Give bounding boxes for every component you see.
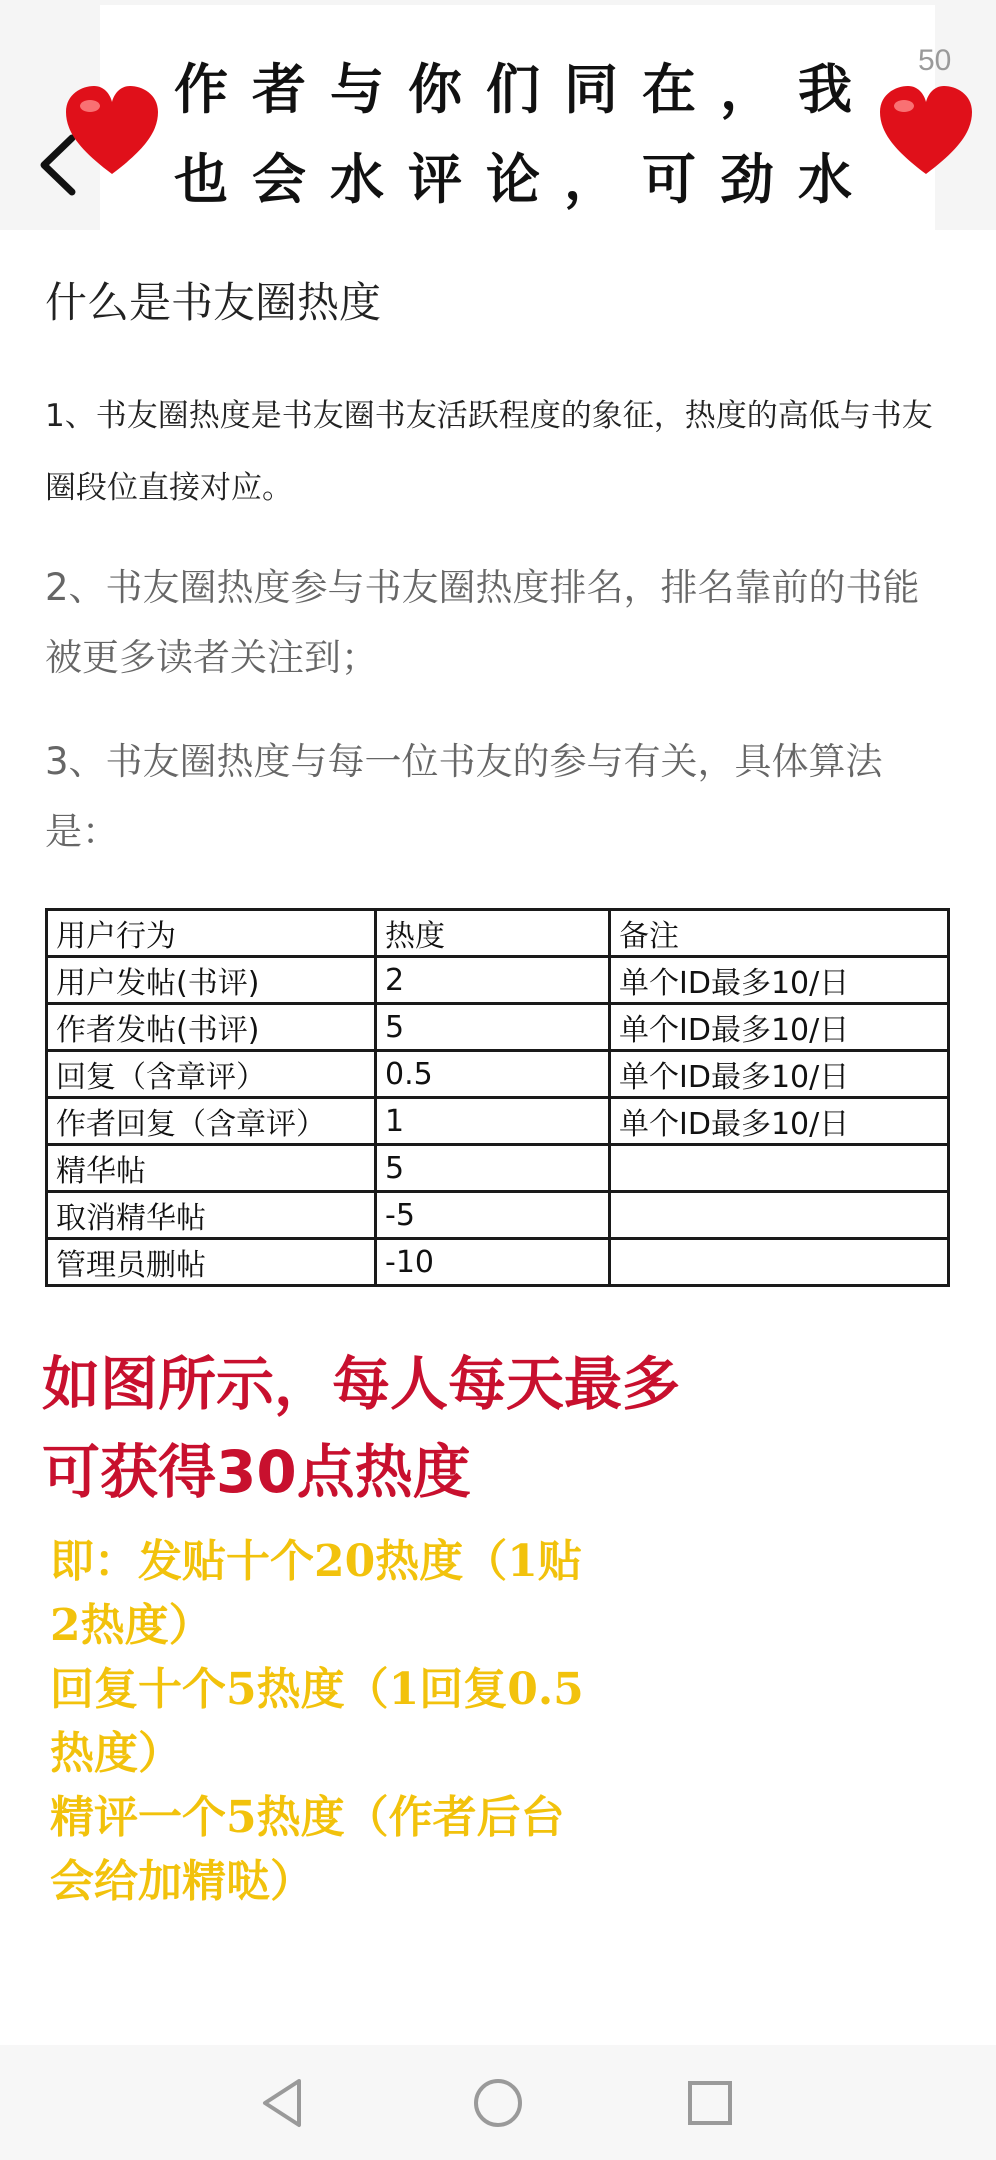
red-note-line-1: 如图所示，每人每天最多 xyxy=(42,1350,681,1418)
paragraph-2: 2、书友圈热度参与书友圈热度排名，排名靠前的书能被更多读者关注到； xyxy=(45,566,920,679)
yellow-note-line-3: 回复十个5热度（1回复0.5 xyxy=(50,1664,584,1715)
table-header-cell: 用户行为 xyxy=(47,910,376,957)
table-cell xyxy=(610,1239,949,1286)
heart-icon xyxy=(62,82,162,182)
table-cell: 单个ID最多10/日 xyxy=(610,1004,949,1051)
table-row xyxy=(47,1145,949,1192)
table-cell: 单个ID最多10/日 xyxy=(610,1098,949,1145)
yellow-highlight-note xyxy=(50,1530,670,1914)
table-cell xyxy=(610,1192,949,1239)
table-row xyxy=(47,1051,949,1098)
table-cell: 精华帖 xyxy=(47,1145,376,1192)
table-cell: 取消精华帖 xyxy=(47,1192,376,1239)
heat-rules-table xyxy=(45,908,950,1287)
banner-text-line-1: 作者与你们同在，我 xyxy=(174,57,876,121)
page-count: 50 xyxy=(918,44,952,77)
table-cell: 作者回复（含章评） xyxy=(47,1098,376,1145)
table-cell: 管理员删帖 xyxy=(47,1239,376,1286)
yellow-note-line-6: 会给加精哒） xyxy=(50,1856,314,1907)
table-cell xyxy=(610,1145,949,1192)
table-row xyxy=(47,1098,949,1145)
table-cell: 回复（含章评） xyxy=(47,1051,376,1098)
table-header-cell: 备注 xyxy=(610,910,949,957)
table-row xyxy=(47,1004,949,1051)
table-cell: 作者发帖(书评) xyxy=(47,1004,376,1051)
banner-image xyxy=(100,5,935,230)
table-cell: 0.5 xyxy=(376,1051,610,1098)
table-row xyxy=(47,1239,949,1286)
paragraph-1: 1、书友圈热度是书友圈书友活跃程度的象征，热度的高低与书友圈段位直接对应。 xyxy=(45,398,933,506)
table-cell: 单个ID最多10/日 xyxy=(610,957,949,1004)
circle-home-icon xyxy=(468,2073,528,2133)
yellow-note-line-4: 热度） xyxy=(50,1728,182,1779)
heart-icon xyxy=(876,82,976,182)
square-recent-icon xyxy=(680,2073,740,2133)
table-cell: 2 xyxy=(376,957,610,1004)
table-cell: -5 xyxy=(376,1192,610,1239)
paragraph-3: 3、书友圈热度与每一位书友的参与有关，具体算法是： xyxy=(45,740,883,853)
article-title: 什么是书友圈热度 xyxy=(45,278,382,327)
nav-recent-apps-button[interactable] xyxy=(680,2073,740,2133)
table-cell: 单个ID最多10/日 xyxy=(610,1051,949,1098)
table-cell: 5 xyxy=(376,1145,610,1192)
table-cell: 5 xyxy=(376,1004,610,1051)
table-header-row xyxy=(47,910,949,957)
top-bar xyxy=(0,0,996,230)
nav-home-button[interactable] xyxy=(468,2073,528,2133)
red-highlight-note xyxy=(42,1340,942,1516)
nav-back-button[interactable] xyxy=(255,2073,315,2133)
yellow-note-line-5: 精评一个5热度（作者后台 xyxy=(50,1792,565,1843)
table-cell: -10 xyxy=(376,1239,610,1286)
system-navigation-bar xyxy=(0,2045,996,2160)
triangle-back-icon xyxy=(255,2073,315,2133)
table-cell: 用户发帖(书评) xyxy=(47,957,376,1004)
banner-text-line-2: 也会水评论，可劲水 xyxy=(174,147,876,211)
red-note-line-2: 可获得30点热度 xyxy=(42,1438,471,1506)
table-row xyxy=(47,957,949,1004)
table-header-cell: 热度 xyxy=(376,910,610,957)
yellow-note-line-2: 2热度） xyxy=(50,1600,213,1651)
table-row xyxy=(47,1192,949,1239)
yellow-note-line-1: 即：发贴十个20热度（1贴 xyxy=(50,1536,582,1587)
table-cell: 1 xyxy=(376,1098,610,1145)
